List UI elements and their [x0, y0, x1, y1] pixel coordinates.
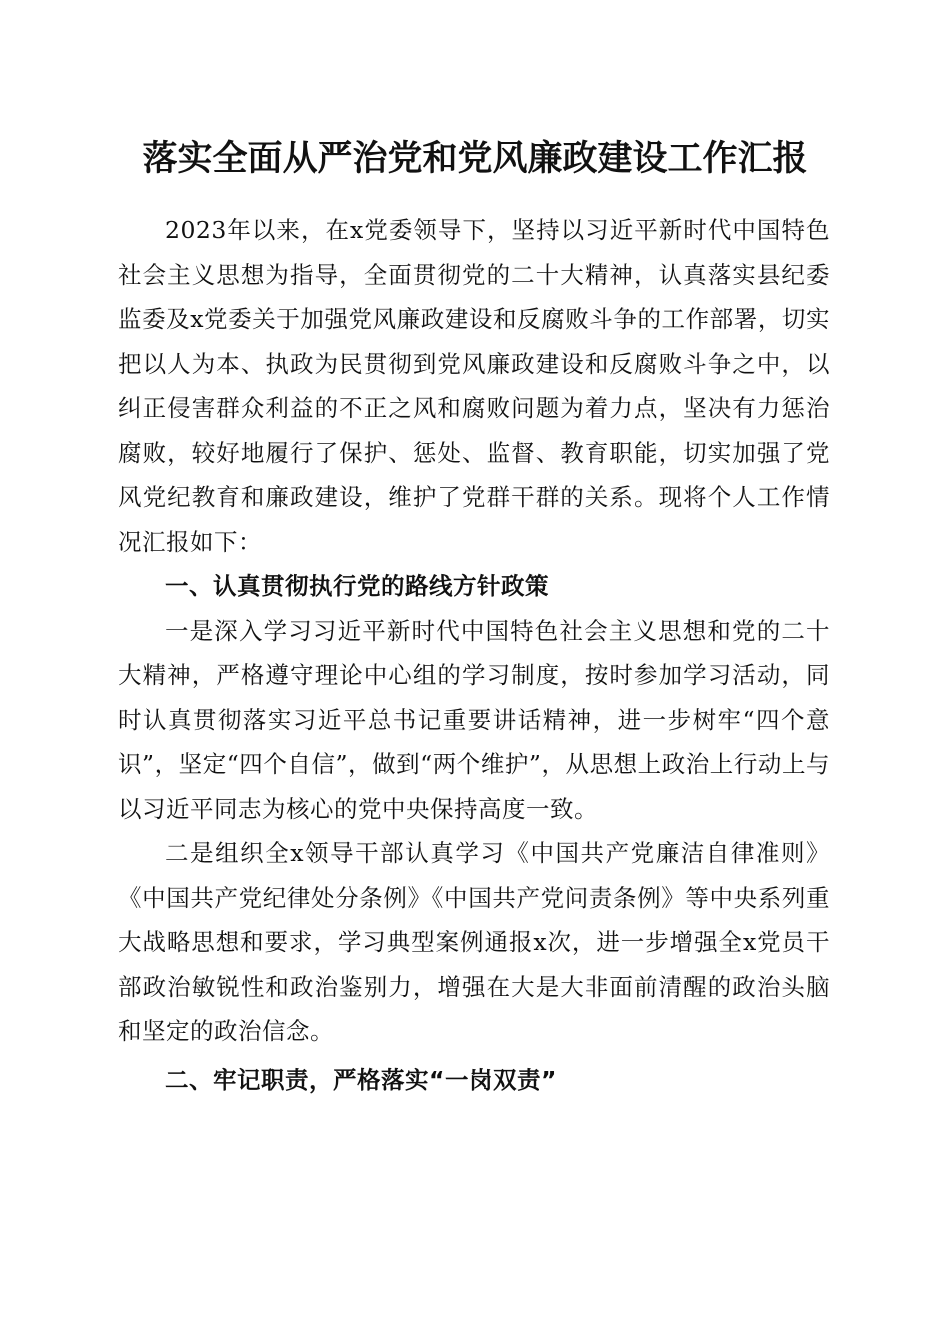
document-body	[118, 208, 830, 1102]
section-heading-2: 二、牢记职责，严格落实“一岗双责”	[165, 1065, 557, 1094]
section-1-paragraph-1: 一是深入学习习近平新时代中国特色社会主义思想和党的二十大精神，严格遵守理论中心组的学习制度，按时参加学习活动，同时认真贯彻落实习近平总书记重要讲话精神，进一步树牢“四个意识”，坚定“四个自信”，做到“两个维护”，从思想上政治上行动上与以习近平同志为核心的党中央保持高度一致。	[118, 616, 830, 823]
section-1-paragraph-2: 二是组织全x领导干部认真学习《中国共产党廉洁自律准则》《中国共产党纪律处分条例》《中国共产党问责条例》等中央系列重大战略思想和要求，学习典型案例通报x次，进一步增强全x党员干部政治敏锐性和政治鉴别力，增强在大是大非面前清醒的政治头脑和坚定的政治信念。	[118, 839, 830, 1045]
document-title: 落实全面从严治党和党风廉政建设工作汇报	[142, 138, 808, 179]
intro-paragraph: 2023年以来，在x党委领导下，坚持以习近平新时代中国特色社会主义思想为指导，全面贯彻党的二十大精神，认真落实县纪委监委及x党委关于加强党风廉政建设和反腐败斗争的工作部署，切实把以人为本、执政为民贯彻到党风廉政建设和反腐败斗争之中，以纠正侵害群众利益的不正之风和腐败问题为着力点，坚决有力惩治腐败，较好地履行了保护、惩处、监督、教育职能，切实加强了党风党纪教育和廉政建设，维护了党群干群的关系。现将个人工作情况汇报如下：	[118, 216, 830, 556]
section-heading-1: 一、认真贯彻执行党的路线方针政策	[165, 572, 549, 600]
